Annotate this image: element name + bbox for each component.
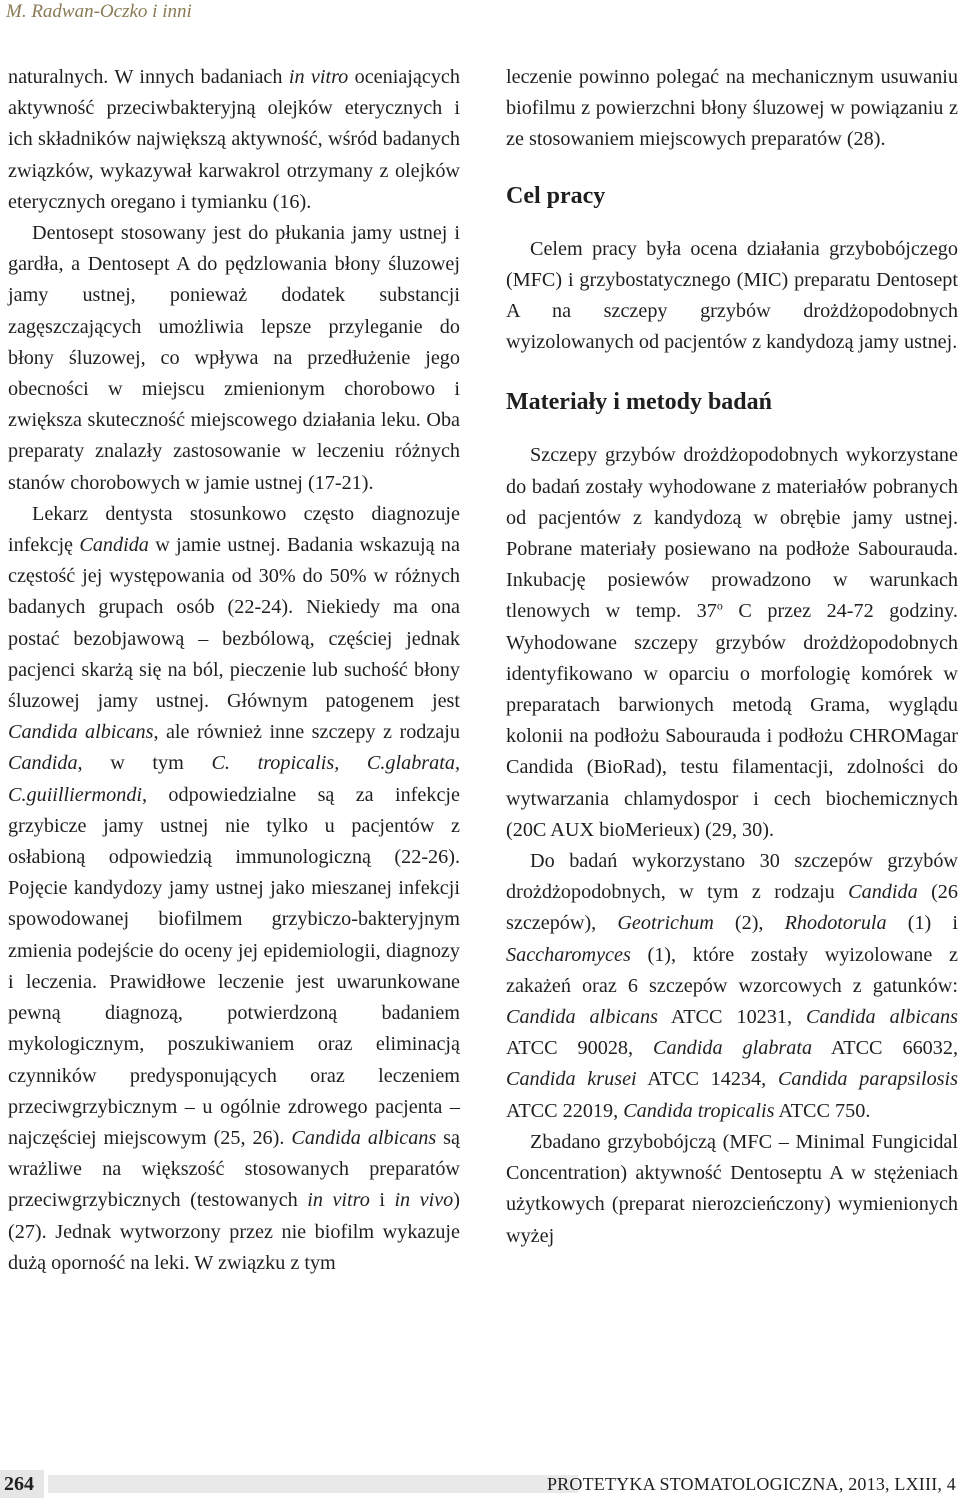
left-column [8, 62, 460, 1279]
paragraph-left-1: naturalnych. W innych badaniach in vitro oceniających aktywność przeciwbakteryjną olejków eterycznych i ich składników największą aktywność, wśród badanych związków, wykazywał karwakrol otrzymany z olejków eterycznych oregano i tymianku (16). [8, 66, 460, 213]
paragraph-right-4: Do badań wykorzystano 30 szczepów grzybów drożdżopodobnych, w tym z rodzaju Candida (26 szczepów), Geotrichum (2), Rhodotorula (1) i Saccharomyces (1), które zostały wyizolowane z zakażeń oraz 6 szczepów wzorcowych z gatunków: Candida albicans ATCC 10231, Candida albicans ATCC 90028, Candida glabrata ATCC 66032, Candida krusei ATCC 14234, Candida parapsilosis ATCC 22019, Candida tropicalis ATCC 750. [506, 850, 958, 1122]
journal-citation: PROTETYKA STOMATOLOGICZNA, 2013, LXIII, 4 [546, 1474, 956, 1494]
paragraph-right-2: Celem pracy była ocena działania grzybobójczego (MFC) i grzybostatycznego (MIC) preparatu Dentosept A na szczepy grzybów drożdżopodobnych wyizolowanych od pacjentów z kandydozą jamy ustnej. [506, 237, 958, 354]
heading-materialy-i-metody: Materiały i metody badań [506, 389, 772, 416]
heading-cel-pracy: Cel pracy [506, 182, 606, 209]
right-column [506, 62, 958, 1252]
paragraph-right-5: Zbadano grzybobójczą (MFC – Minimal Fungicidal Concentration) aktywność Dentoseptu A w stężeniach użytkowych (preparat nierozcieńczony) wymienionych wyżej [506, 1130, 958, 1247]
running-head: M. Radwan-Oczko i inni [6, 1, 192, 22]
footer-rule [48, 1475, 578, 1493]
paragraph-left-3: Lekarz dentysta stosunkowo często diagnozuje infekcję Candida w jamie ustnej. Badania wskazują na częstość jej występowania od 30% do 50% w różnych badanych grupach osób (22-24). Niekiedy ma ona postać bezobjawową – bezbólową, częściej jednak pacjenci skarżą się na ból, pieczenie lub suchość błony śluzowej jamy ustnej. Głównym patogenem jest Candida albicans, ale również inne szczepy z rodzaju Candida, w tym C. tropicalis, C.glabrata, C.guiilliermondi, odpowiedzialne są za infekcje grzybicze jamy ustnej nie tylko u pacjentów z osłabioną odpowiedzią immunologiczną (22-26). Pojęcie kandydozy jamy ustnej jako mieszanej infekcji spowodowanej biofilmem grzybiczo-bakteryjnym zmienia podejście do oceny jej epidemiologii, diagnozy i leczenia. Prawidłowe leczenie jest uwarunkowane pewną diagnozą, potwierdzoną badaniem mykologicznym, poszukiwaniem oraz eliminacją czynników predysponujących oraz leczeniem przeciwgrzybicznym – u ogólnie zdrowego pacjenta – najczęściej miejscowym (25, 26). Candida albicans są wrażliwe na większość stosowanych preparatów przeciwgrzybicznych (testowanych in vitro i in vivo) (27). Jednak wytworzony przez nie biofilm wykazuje dużą oporność na leki. W związku z tym [8, 502, 461, 1274]
page-footer [0, 1470, 960, 1498]
paragraph-right-1: leczenie powinno polegać na mechanicznym usuwaniu biofilmu z powierzchni błony śluzowej w powiązaniu z ze stosowaniem miejscowych preparatów (28). [506, 66, 958, 151]
page-number: 264 [0, 1470, 44, 1498]
paragraph-left-2: Dentosept stosowany jest do płukania jamy ustnej i gardła, a Dentosept A do pędzlowania błony śluzowej jamy ustnej, ponieważ dodatek substancji zagęszczających umożliwia lepsze przyleganie do błony śluzowej, co wpływa na przedłużenie jego obecności w miejscu zmienionym chorobowo i zwiększa skuteczność miejscowego działania leku. Oba preparaty znalazły zastosowanie w leczeniu różnych stanów chorobowych w jamie ustnej (17-21). [8, 222, 460, 494]
paragraph-right-3: Szczepy grzybów drożdżopodobnych wykorzystane do badań zostały wyhodowane z materiałów pobranych od pacjentów z kandydozą w obrębie jamy ustnej. Pobrane materiały posiewano na podłoże Sabourauda. Inkubację posiewów prowadzono w warunkach tlenowych w temp. 37$^o$ C przez 24-72 godziny. Wyhodowane szczepy grzybów drożdżopodobnych identyfikowano w oparciu o morfologię komórek w preparatach barwionych metodą Grama, wyglądu kolonii na podłożu Sabourauda i podłożu CHROMagar Candida (BioRad), testu filamentacji, zdolności do wytwarzania chlamydospor i cech biochemicznych (20C AUX bioMerieux) (29, 30). [506, 444, 958, 841]
